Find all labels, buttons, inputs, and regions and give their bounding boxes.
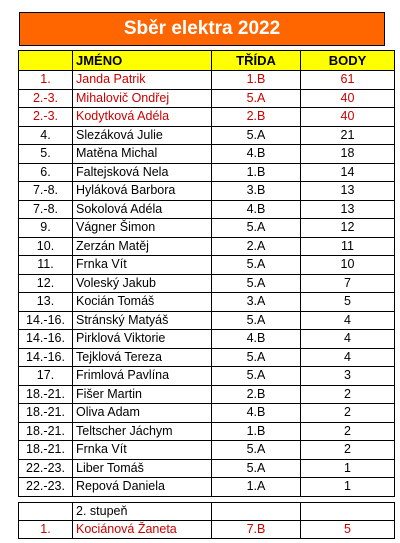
class-cell: 1.A	[212, 478, 301, 497]
rank-cell: 14.-16.	[19, 348, 73, 367]
table-row	[19, 404, 395, 423]
table-row	[19, 256, 395, 275]
table-row	[19, 521, 395, 539]
class-cell: 4.B	[212, 330, 301, 349]
header-points: BODY	[301, 51, 395, 71]
table-row	[19, 145, 395, 164]
header-name: JMÉNO	[73, 51, 212, 71]
second-stage-blank	[212, 503, 301, 521]
class-cell: 1.B	[212, 422, 301, 441]
name-cell: Vágner Šimon	[73, 219, 212, 238]
points-cell: 13	[301, 182, 395, 201]
class-cell: 1.B	[212, 163, 301, 182]
rank-cell: 7.-8.	[19, 200, 73, 219]
name-cell: Kociánová Žaneta	[73, 521, 212, 539]
points-cell: 4	[301, 348, 395, 367]
points-cell: 2	[301, 385, 395, 404]
table-row	[19, 311, 395, 330]
second-stage-label-row	[19, 503, 395, 521]
class-cell: 3.A	[212, 293, 301, 312]
points-cell: 4	[301, 330, 395, 349]
rank-cell: 18.-21.	[19, 404, 73, 423]
name-cell: Tejklová Tereza	[73, 348, 212, 367]
table-row	[19, 126, 395, 145]
points-cell: 2	[301, 422, 395, 441]
class-cell: 5.A	[212, 126, 301, 145]
name-cell: Repová Daniela	[73, 478, 212, 497]
points-cell: 10	[301, 256, 395, 275]
name-cell: Stránský Matyáš	[73, 311, 212, 330]
second-stage-label: 2. stupeň	[73, 503, 212, 521]
header-class: TŘÍDA	[212, 51, 301, 71]
table-row	[19, 385, 395, 404]
points-cell: 2	[301, 404, 395, 423]
table-row	[19, 71, 395, 90]
class-cell: 4.B	[212, 404, 301, 423]
points-cell: 4	[301, 311, 395, 330]
name-cell: Oliva Adam	[73, 404, 212, 423]
name-cell: Fišer Martin	[73, 385, 212, 404]
class-cell: 5.A	[212, 219, 301, 238]
name-cell: Sokolová Adéla	[73, 200, 212, 219]
name-cell: Faltejsková Nela	[73, 163, 212, 182]
points-cell: 18	[301, 145, 395, 164]
name-cell: Kodytková Adéla	[73, 108, 212, 127]
rank-cell: 17.	[19, 367, 73, 386]
rank-cell: 18.-21.	[19, 441, 73, 460]
second-stage-blank	[301, 503, 395, 521]
name-cell: Frnka Vít	[73, 441, 212, 460]
class-cell: 2.B	[212, 385, 301, 404]
class-cell: 5.A	[212, 311, 301, 330]
table-row	[19, 237, 395, 256]
rank-cell: 18.-21.	[19, 385, 73, 404]
second-stage-table	[18, 502, 395, 539]
rank-cell: 22.-23.	[19, 459, 73, 478]
header-rank	[19, 51, 73, 71]
class-cell: 4.B	[212, 145, 301, 164]
class-cell: 2.B	[212, 108, 301, 127]
name-cell: Mihalovič Ondřej	[73, 89, 212, 108]
rank-cell: 22.-23.	[19, 478, 73, 497]
table-row	[19, 330, 395, 349]
points-cell: 5	[301, 521, 395, 539]
name-cell: Matěna Michal	[73, 145, 212, 164]
points-cell: 40	[301, 108, 395, 127]
class-cell: 2.A	[212, 237, 301, 256]
table-row	[19, 200, 395, 219]
points-cell: 61	[301, 71, 395, 90]
name-cell: Voleský Jakub	[73, 274, 212, 293]
second-stage-blank	[19, 503, 73, 521]
table-row	[19, 219, 395, 238]
table-header-row	[19, 51, 395, 71]
name-cell: Zerzán Matěj	[73, 237, 212, 256]
points-cell: 11	[301, 237, 395, 256]
class-cell: 5.A	[212, 256, 301, 275]
class-cell: 7.B	[212, 521, 301, 539]
rank-cell: 9.	[19, 219, 73, 238]
points-cell: 12	[301, 219, 395, 238]
class-cell: 5.A	[212, 459, 301, 478]
points-cell: 13	[301, 200, 395, 219]
table-row	[19, 274, 395, 293]
rank-cell: 18.-21.	[19, 422, 73, 441]
class-cell: 5.A	[212, 367, 301, 386]
table-row	[19, 89, 395, 108]
points-cell: 3	[301, 367, 395, 386]
rank-cell: 7.-8.	[19, 182, 73, 201]
rank-cell: 11.	[19, 256, 73, 275]
name-cell: Kocián Tomáš	[73, 293, 212, 312]
points-cell: 7	[301, 274, 395, 293]
table-row	[19, 348, 395, 367]
results-table	[18, 50, 395, 497]
table-row	[19, 478, 395, 497]
points-cell: 14	[301, 163, 395, 182]
table-row	[19, 108, 395, 127]
points-cell: 40	[301, 89, 395, 108]
points-cell: 5	[301, 293, 395, 312]
name-cell: Teltscher Jáchym	[73, 422, 212, 441]
sheet-title: Sběr elektra 2022	[19, 12, 385, 46]
results-body	[19, 71, 395, 497]
class-cell: 5.A	[212, 89, 301, 108]
class-cell: 5.A	[212, 441, 301, 460]
points-cell: 2	[301, 441, 395, 460]
table-row	[19, 367, 395, 386]
points-cell: 1	[301, 478, 395, 497]
class-cell: 3.B	[212, 182, 301, 201]
name-cell: Liber Tomáš	[73, 459, 212, 478]
table-row	[19, 293, 395, 312]
rank-cell: 5.	[19, 145, 73, 164]
table-row	[19, 422, 395, 441]
name-cell: Slezáková Julie	[73, 126, 212, 145]
rank-cell: 10.	[19, 237, 73, 256]
second-stage-body	[19, 503, 395, 539]
rank-cell: 13.	[19, 293, 73, 312]
rank-cell: 1.	[19, 71, 73, 90]
name-cell: Frimlová Pavlína	[73, 367, 212, 386]
class-cell: 5.A	[212, 348, 301, 367]
name-cell: Pirklová Viktorie	[73, 330, 212, 349]
rank-cell: 14.-16.	[19, 311, 73, 330]
rank-cell: 12.	[19, 274, 73, 293]
table-row	[19, 459, 395, 478]
points-cell: 21	[301, 126, 395, 145]
rank-cell: 6.	[19, 163, 73, 182]
table-row	[19, 182, 395, 201]
rank-cell: 14.-16.	[19, 330, 73, 349]
class-cell: 5.A	[212, 274, 301, 293]
rank-cell: 1.	[19, 521, 73, 539]
name-cell: Janda Patrik	[73, 71, 212, 90]
name-cell: Frnka Vít	[73, 256, 212, 275]
points-cell: 1	[301, 459, 395, 478]
table-row	[19, 163, 395, 182]
table-row	[19, 441, 395, 460]
class-cell: 4.B	[212, 200, 301, 219]
rank-cell: 4.	[19, 126, 73, 145]
name-cell: Hyláková Barbora	[73, 182, 212, 201]
rank-cell: 2.-3.	[19, 89, 73, 108]
class-cell: 1.B	[212, 71, 301, 90]
rank-cell: 2.-3.	[19, 108, 73, 127]
